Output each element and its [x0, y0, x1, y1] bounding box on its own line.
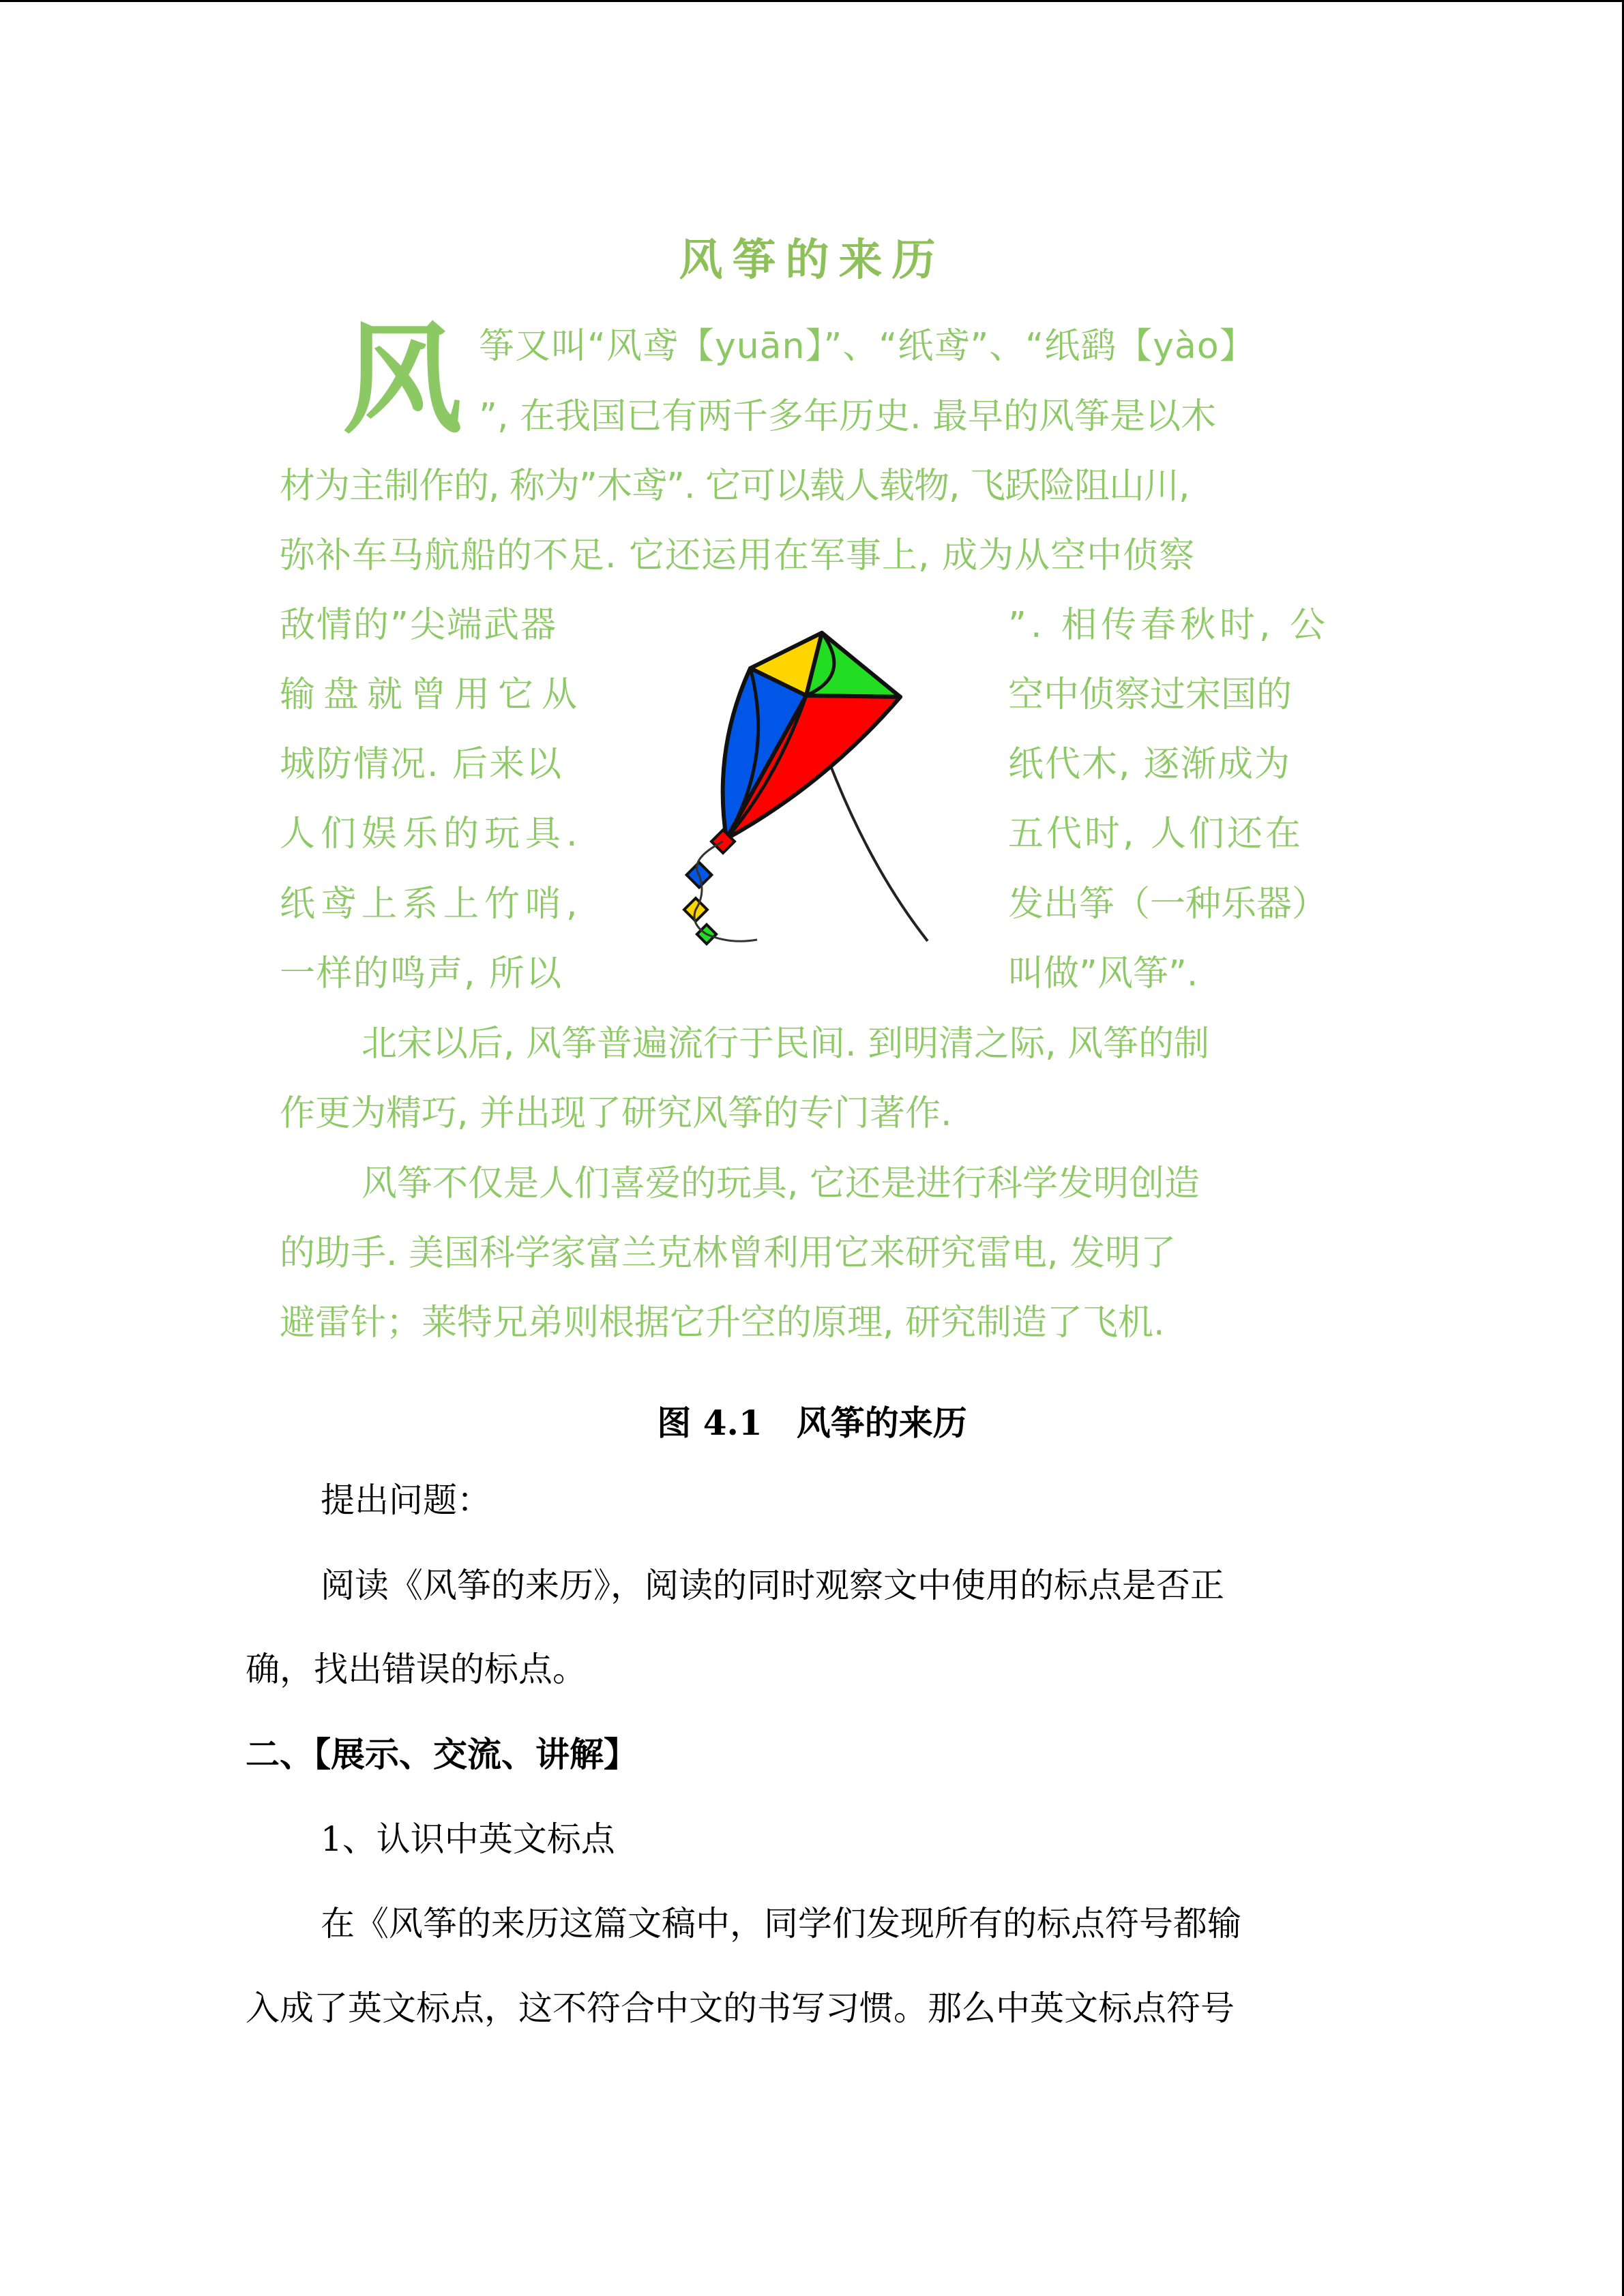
- article-title: 风筝的来历: [679, 235, 945, 286]
- article-line: 材为主制作的, 称为”木鸢”. 它可以载人载物, 飞跃险阻山川,: [280, 466, 1190, 507]
- article-line: 空中侦察过宋国的: [1008, 674, 1293, 715]
- section-heading: 二、【展示、交流、讲解】: [246, 1734, 638, 1774]
- kite-figure: [648, 614, 969, 975]
- article-dropcap: 风: [342, 310, 463, 450]
- figure-caption: 图 4.1 风筝的来历: [657, 1403, 967, 1443]
- article-line: 避雷针；莱特兄弟则根据它升空的原理, 研究制造了飞机.: [280, 1302, 1165, 1343]
- question-label: 提出问题：: [321, 1480, 491, 1520]
- article-line: 作更为精巧, 并出现了研究风筝的专门著作.: [280, 1093, 952, 1134]
- article-line: 纸代木, 逐渐成为: [1008, 744, 1292, 785]
- article-line: ”. 相传春秋时, 公: [1008, 605, 1330, 646]
- article-line: 筝又叫“风鸢【yuān】”、“纸鸢”、“纸鹞【yào】: [479, 326, 1256, 367]
- question-paragraph-line: 确，找出错误的标点。: [246, 1650, 587, 1689]
- article-line: ”, 在我国已有两千多年历史. 最早的风筝是以木: [479, 396, 1217, 437]
- article-line: 纸鸢上系上竹哨,: [280, 884, 583, 925]
- body-paragraph-line: 入成了英文标点，这不符合中文的书写习惯。那么中英文标点符号: [246, 1988, 1235, 2028]
- subsection-heading: 1、认识中英文标点: [321, 1819, 615, 1859]
- question-paragraph-line: 阅读《风筝的来历》，阅读的同时观察文中使用的标点是否正: [321, 1566, 1224, 1605]
- article-line: 叫做”风筝”.: [1008, 953, 1198, 994]
- article-line: 五代时, 人们还在: [1008, 814, 1304, 854]
- article-line: 弥补车马航船的不足. 它还运用在军事上, 成为从空中侦察: [280, 535, 1196, 576]
- article-line: 的助手. 美国科学家富兰克林曾利用它来研究雷电, 发明了: [280, 1233, 1177, 1274]
- article-line: 风筝不仅是人们喜爱的玩具, 它还是进行科学发明创造: [361, 1163, 1200, 1204]
- kite-icon: [648, 614, 969, 975]
- body-paragraph-line: 在《风筝的来历这篇文稿中，同学们发现所有的标点符号都输: [321, 1904, 1241, 1943]
- article-line: 发出筝（一种乐器）: [1008, 884, 1328, 925]
- article-line: 人们娱乐的玩具.: [280, 814, 583, 854]
- article-line: 敌情的”尖端武器: [280, 605, 557, 646]
- article-line: 北宋以后, 风筝普遍流行于民间. 到明清之际, 风筝的制: [361, 1024, 1210, 1064]
- article-line: 城防情况. 后来以: [280, 744, 563, 785]
- article-line: 一样的鸣声, 所以: [280, 953, 563, 994]
- article-line: 输盘就曾用它从: [280, 674, 586, 715]
